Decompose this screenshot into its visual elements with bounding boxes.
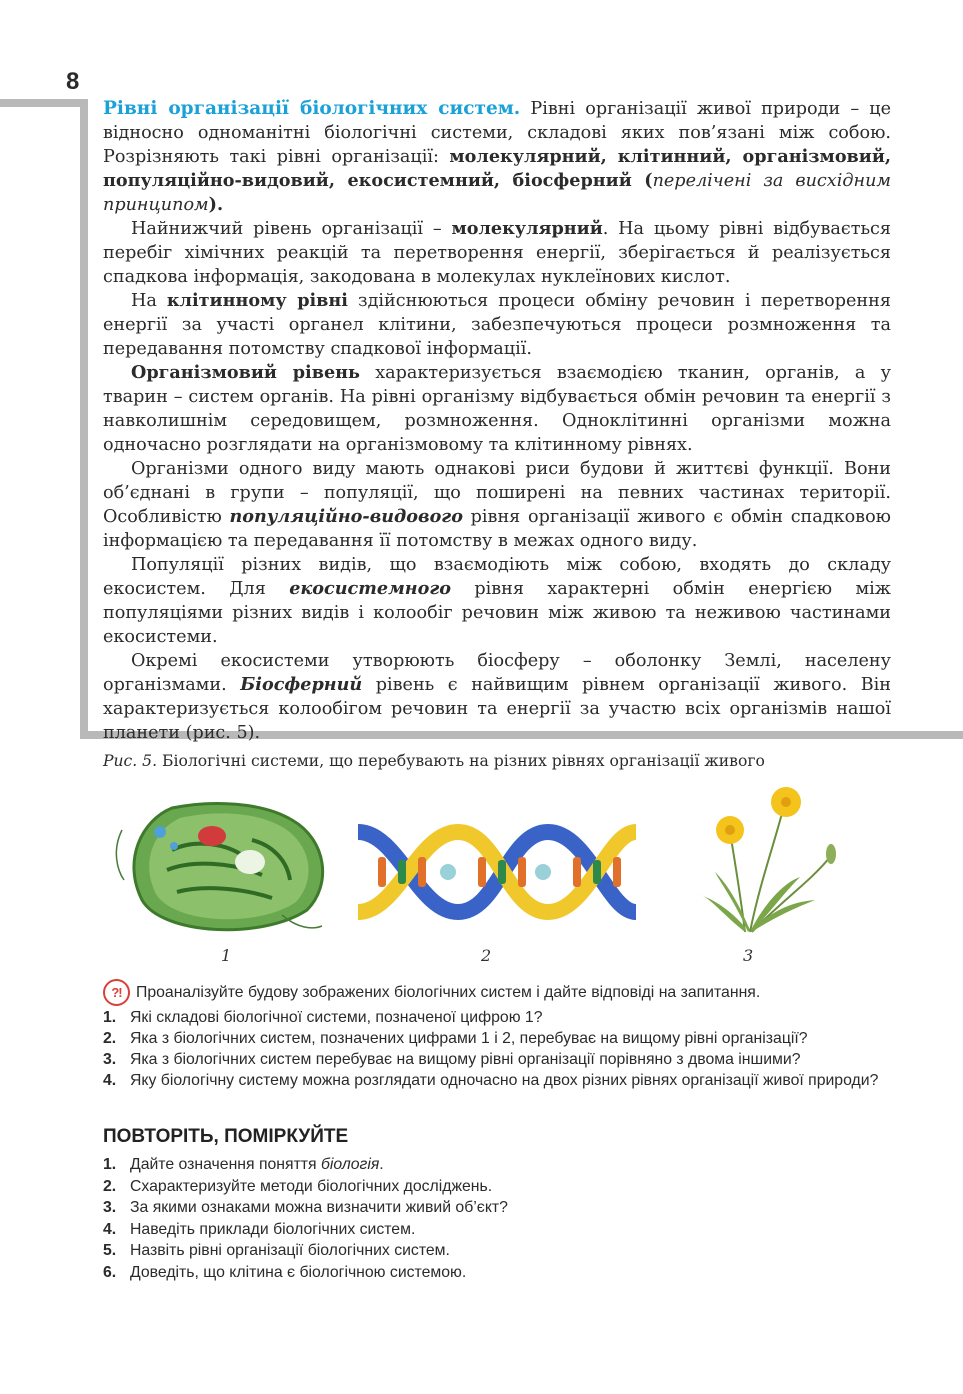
review-list [103, 1154, 891, 1284]
frame-top-bar [0, 99, 88, 107]
figure-caption: Рис. 5. Біологічні системи, що перебувають на різних рівнях організації живого [103, 752, 765, 770]
review-item: 6. Доведіть, що клітина є біологічною системою. [103, 1263, 467, 1281]
review-item: 2. Схарактеризуйте методи біологічних досліджень. [103, 1177, 493, 1195]
review-item: 5. Назвіть рівні організації біологічних систем. [103, 1242, 450, 1260]
dna-double-helix-image [358, 812, 636, 930]
main-text-section [103, 97, 891, 745]
question-item: 2. Яка з біологічних систем, позначених цифрами 1 і 2, перебуває на вищому рівні організації? [103, 1030, 808, 1047]
paragraph-4: Організмовий рівень характеризується взаємодією тканин, органів, а у тварин – систем органів. На рівні організму відбувається обмін речовин та енергії з навколишнім середовищем, розмноження. Одноклітинні організми можна одночасно розглядати на організмовому та клітинному рівнях. [103, 362, 891, 455]
questions-intro [103, 979, 903, 1006]
figure-label-3: 3 [743, 946, 754, 965]
figure-label-1: 1 [221, 946, 232, 965]
frame-left-bar [80, 99, 88, 739]
questions-intro-text: Проаналізуйте будову зображених біологічних систем і дайте відповіді на запитання. [136, 983, 761, 1001]
paragraph-1: Рівні організації біологічних систем. Рівні організації живої природи – це відносно одноманітні біологічні системи, складові яких пов’язані між собою. Розрізняють такі рівні організації: молекулярний, клітинний, організмовий, популяційно-видовий, екосистемний, біосферний (перелічені за висхідним принципом). [103, 98, 892, 215]
question-item: 1. Які складові біологічної системи, позначеної цифрою 1? [103, 1009, 543, 1026]
question-exclamation-icon: ?! [103, 979, 130, 1006]
dandelion-plant-image [690, 782, 865, 942]
question-item: 4. Яку біологічну систему можна розглядати одночасно на двох різних рівнях організації живої природи? [103, 1072, 879, 1089]
review-title: ПОВТОРІТЬ, ПОМІРКУЙТЕ [103, 1126, 349, 1147]
questions-list [103, 1007, 891, 1091]
paragraph-3: На клітинному рівні здійснюються процеси обміну речовин і перетворення енергії за участі органел клітини, забезпечуються процеси розмноження та передавання потомству спадкової інформації. [103, 290, 891, 359]
page-number: 8 [66, 68, 80, 95]
paragraph-7: Окремі екосистеми утворюють біосферу – оболонку Землі, населену організмами. Біосферний рівень є найвищим рівнем організації живого. Він характеризується колообігом речовин та енергії за участю всіх організмів нашої планети (рис. 5). [103, 651, 891, 743]
plant-cell-image [112, 800, 332, 940]
figure-label-2: 2 [481, 946, 492, 965]
review-item: 4. Наведіть приклади біологічних систем. [103, 1220, 416, 1238]
paragraph-6: Популяції різних видів, що взаємодіють між собою, входять до складу екосистем. Для екосистемного рівня характерні обмін енергією між популяціями різних видів і колообіг речовин між живою та неживою частинами екосистеми. [103, 555, 891, 647]
paragraph-5: Організми одного виду мають однакові риси будови й життєві функції. Вони об’єднані в групи – популяції, що поширені на певних частинах території. Особливістю популяційно-видового рівня організації живого є обмін спадковою інформацією та передавання її потомству в межах одного виду. [103, 459, 891, 551]
review-item: 3. За якими ознаками можна визначити живий об’єкт? [103, 1199, 508, 1217]
question-item: 3. Яка з біологічних систем перебуває на вищому рівні організації порівняно з двома іншими? [103, 1051, 801, 1068]
paragraph-2: Найнижчий рівень організації – молекулярний. На цьому рівні відбувається перебіг хімічних реакцій та перетворення енергії, зберігається й реалізується спадкова інформація, закодована в молекулах нуклеїнових кислот. [103, 218, 891, 287]
review-item: 1. Дайте означення поняття біологія. [103, 1156, 384, 1173]
section-heading: Рівні організації біологічних систем. [103, 98, 521, 119]
levels-list: молекулярний, клітинний, організмовий, популяційно-видовий, екосистемний, біосферний [103, 146, 892, 191]
